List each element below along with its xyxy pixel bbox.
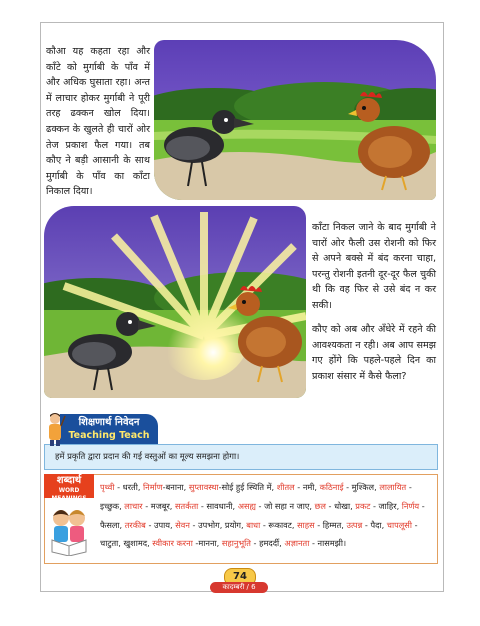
word-definition: हमदर्दी: [259, 538, 280, 549]
story-paragraph-1: कौआ यह कहता रहा और काँटे को मुर्गाबी के पाँव में और अधिक घुसाता रहा। अन्त में लाचार होकर मुर्गाबी ने पूरी तरह ढक्कन खोल दिया। ढक्कन के खुलते ही चारों ओर तेज प्रकाश फैल गया। तब कौए ने बड़ी आसानी के साथ मुर्गाबी के पाँव का काँटा निकाल दिया।: [46, 46, 150, 198]
word-meaning-entry: स्वीकार करना -मानना: [152, 538, 217, 549]
word-term: निर्णय: [401, 500, 420, 511]
word-definition: सोई हुई स्थिति में: [221, 482, 272, 492]
word-meaning-entry: साहस - हिम्मत: [297, 519, 342, 530]
word-meaning-entry: बाधा - रूकावट: [246, 519, 292, 530]
word-definition: चाटुता, खुशामद: [100, 538, 148, 549]
kids-reading-icon: [46, 504, 92, 556]
word-term: असह्य: [237, 500, 256, 511]
word-meanings-title-hindi: शब्दार्थ: [56, 475, 82, 486]
book-name-label: कादम्बरी / 6: [210, 582, 268, 593]
word-term: सेवन: [175, 519, 190, 530]
word-meaning-entry: सतर्कता - सावधानी: [175, 500, 233, 511]
page-number: 74: [224, 568, 256, 586]
word-meaning-entry: असह्य - जो सहा न जाए: [237, 500, 310, 511]
word-term: छल: [314, 500, 326, 511]
word-meaning-entry: निर्णय - फैसला: [100, 500, 425, 530]
word-term: अज्ञानता: [284, 538, 310, 549]
word-meanings-label: [44, 474, 94, 502]
word-meaning-entry: शीतल - नमी: [276, 482, 315, 492]
word-definition: फैसला: [100, 519, 120, 530]
word-term: लालायित: [379, 482, 407, 492]
word-definition: नासमझी: [317, 538, 343, 549]
word-meaning-entry: सुप्तावस्था-सोई हुई स्थिति में: [188, 482, 272, 492]
word-definition: मजबूर: [150, 500, 170, 511]
word-definition: मानना: [198, 538, 217, 549]
word-definition: बनाना: [165, 482, 184, 492]
teaching-note-label: [60, 414, 158, 444]
word-term: प्रकट: [355, 500, 371, 511]
word-definition: इच्छुक: [100, 500, 120, 511]
word-definition: उपभोग, प्रयोग: [198, 519, 242, 530]
word-meaning-entry: लाचार - मजबूर: [124, 500, 170, 511]
word-term: कठिनाई: [319, 482, 344, 492]
word-meaning-entry: तरकीब - उपाय: [124, 519, 171, 530]
word-definition: मुश्किल: [351, 482, 375, 492]
word-definition: उपाय: [154, 519, 171, 530]
story-paragraph-3: कौए को अब और अँधेरे में रहने की आवश्यकता न रही। अब आप समझ गए होंगे कि पहले-पहले दिन का प्रकाश संसार में कैसे फैला?: [312, 324, 436, 382]
word-meanings-list: पृथ्वी - धरती, निर्माण-बनाना, सुप्तावस्था-सोई हुई स्थिति में, शीतल - नमी, कठिनाई - मुश्किल, लालायित - इच्छुक, लाचार - मजबूर, सतर्कता - सावधानी, असह्य - जो सहा न जाए, छल - धोखा, प्रकट - जाहिर, निर्णय - फैसला, तरकीब - उपाय, सेवन - उपभोग, प्रयोग, बाधा - रूकावट, साहस - हिम्मत, उत्पन्न - पैदा, चापलूसी - चाटुता, खुशामद, स्वीकार करना -मानना, सहानुभूति - हमदर्दी, अज्ञानता - नासमझी।: [100, 482, 425, 549]
word-meaning-entry: सहानुभूति - हमदर्दी: [221, 538, 280, 549]
word-meaning-entry: उत्पन्न - पैदा: [346, 519, 382, 530]
light-burst-illustration: [44, 206, 306, 398]
word-term: साहस: [297, 519, 315, 530]
word-term: सहानुभूति: [221, 538, 251, 549]
story-paragraph-2: काँटा निकल जाने के बाद मुर्गाबी ने चारों ओर फैली उस रोशनी को फिर से अपने बक्से में बंद करना चाहा, परन्तु रोशनी इतनी दूर-दूर फैल चुकी थी कि वह फिर से उसे बंद न कर सकी।: [312, 222, 436, 311]
word-meanings-title-english: WORD MEANINGS: [51, 488, 87, 502]
word-meaning-entry: चापलूसी - चाटुता, खुशामद: [100, 519, 418, 549]
word-definition: रूकावट: [268, 519, 292, 530]
teaching-title-english: Teaching Teach: [68, 430, 150, 441]
word-meaning-entry: निर्माण-बनाना: [143, 482, 184, 492]
word-definition: धोखा: [334, 500, 351, 511]
teaching-note-text: हमें प्रकृति द्वारा प्रदान की गई वस्तुओं का मूल्य समझना होगा।: [55, 451, 240, 461]
word-definition: नमी: [302, 482, 315, 492]
word-meaning-entry: अज्ञानता - नासमझी: [284, 538, 343, 549]
teaching-title-hindi: शिक्षणार्थ निवेदन: [78, 417, 140, 428]
word-term: स्वीकार करना: [152, 538, 193, 549]
word-term: चापलूसी: [386, 519, 412, 530]
word-term: शीतल: [276, 482, 295, 492]
word-term: उत्पन्न: [346, 519, 363, 530]
teacher-icon: [44, 412, 66, 446]
word-definition: धरती: [122, 482, 138, 492]
word-term: बाधा: [246, 519, 261, 530]
word-definition: सावधानी: [206, 500, 233, 511]
teaching-note-box: [44, 444, 438, 470]
word-term: लाचार: [124, 500, 143, 511]
word-meaning-entry: पृथ्वी - धरती: [100, 482, 138, 492]
word-term: पृथ्वी: [100, 482, 115, 492]
word-meaning-entry: छल - धोखा: [314, 500, 351, 511]
word-definition: हिम्मत: [322, 519, 342, 530]
word-meaning-entry: सेवन - उपभोग, प्रयोग: [175, 519, 242, 530]
word-meaning-entry: प्रकट - जाहिर: [355, 500, 397, 511]
crow-hen-illustration: [154, 40, 436, 200]
word-definition: जाहिर: [378, 500, 397, 511]
word-term: सुप्तावस्था: [188, 482, 219, 492]
word-term: तरकीब: [124, 519, 146, 530]
word-meaning-entry: कठिनाई - मुश्किल: [319, 482, 375, 492]
word-term: सतर्कता: [175, 500, 199, 511]
word-meaning-entry: लालायित - इच्छुक: [100, 482, 412, 511]
word-term: निर्माण: [143, 482, 163, 492]
word-definition: जो सहा न जाए: [264, 500, 310, 511]
word-definition: पैदा: [370, 519, 382, 530]
